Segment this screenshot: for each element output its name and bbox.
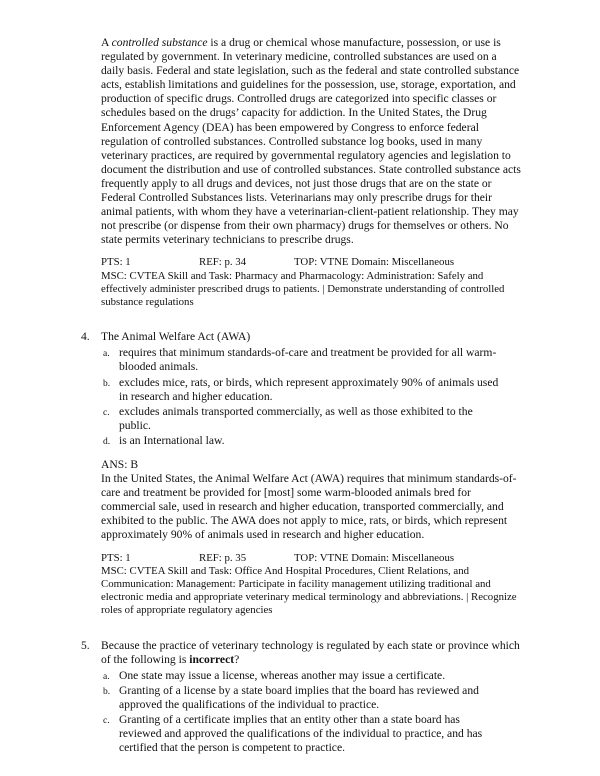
answer-explanation: In the United States, the Animal Welfare Act (AWA) requires that minimum standards-of-care and treatment be provided for [most] some warm-blooded animals bred for commercial sale, used in research and higher education, transported commercially, and exhibited to the public. The AWA does not apply to mice, rats, or birds, which represent approximately 90% of animals used in research and higher education. (101, 472, 517, 542)
stem-emphasis: incorrect (189, 652, 235, 666)
question-5 (81, 638, 521, 756)
intro-paragraph (101, 36, 521, 247)
reference: REF: p. 34 (199, 256, 247, 269)
choice-text: is an International law. (119, 433, 225, 447)
answer-key: ANS: B (101, 457, 139, 471)
choice-text: Granting of a certificate implies that an entity other than a state board has reviewed and approved the qualifications of the individual to practice, and has certified that the person is competent to practice. (119, 713, 483, 755)
msc-line: MSC: CVTEA Skill and Task: Office And Hospital Procedures, Client Relations, and Communication: Management: Participate in facility management utilizing traditional and electronic media and appropriate veterinary medical terminology and abbreviations. | Recognize roles of appropriate regulatory agencies (101, 564, 517, 617)
choice-letter: a. (103, 349, 110, 360)
stem-end: ? (234, 652, 240, 666)
metadata-row (101, 552, 521, 565)
choice-c (101, 405, 521, 433)
question-number: 5. (81, 638, 90, 652)
points: PTS: 1 (101, 256, 131, 269)
topic: TOP: VTNE Domain: Miscellaneous (294, 551, 455, 564)
answer-block (101, 458, 521, 543)
reference: REF: p. 35 (199, 551, 247, 564)
question-4 (81, 330, 521, 617)
choice-letter: b. (103, 686, 111, 697)
topic: TOP: VTNE Domain: Miscellaneous (294, 256, 455, 269)
intro-lead: A (101, 36, 112, 49)
choice-text: excludes mice, rats, or birds, which represent approximately 90% of animals used in research and higher education. (119, 375, 499, 403)
choice-text: requires that minimum standards-of-care and treatment be provided for all warm-blooded animals. (119, 346, 497, 374)
choice-text: One state may issue a license, whereas another may issue a certificate. (119, 668, 446, 682)
choice-b (101, 376, 521, 404)
question-stem: The Animal Welfare Act (AWA) (101, 330, 251, 344)
stem-text: Because the practice of veterinary technology is regulated by each state or province which of the following is (101, 638, 520, 666)
choice-b (101, 684, 521, 712)
choice-letter: a. (103, 671, 110, 682)
msc-line: MSC: CVTEA Skill and Task: Pharmacy and Pharmacology: Administration: Safely and effectively administer prescribed drugs to patients. | Demonstrate understanding of controlled substance regulations (101, 269, 505, 309)
choice-list (101, 346, 521, 448)
points: PTS: 1 (101, 551, 131, 564)
choice-text: Granting of a license by a state board implies that the board has reviewed and approved the qualifications of the individual to practice. (119, 683, 479, 711)
question-number: 4. (81, 330, 90, 344)
metadata-row (101, 256, 521, 269)
metadata-block-1 (101, 256, 521, 309)
choice-text: excludes animals transported commercially, as well as those exhibited to the public. (119, 404, 473, 432)
choice-letter: b. (103, 378, 111, 389)
intro-term: controlled substance (111, 36, 208, 49)
metadata-block-2 (101, 552, 521, 618)
choice-letter: c. (103, 407, 110, 418)
intro-body: is a drug or chemical whose manufacture, possession, or use is regulated by government. In veterinary medicine, controlled substances are used on a daily basis. Federal and state legislation, such as the federal and state controlled substance acts, establish limitations and guidelines for the possession, use, storage, exportation, and production of specific drugs. Controlled drugs are categorized into specific classes or schedules based on the drugs’ capacity for addiction. In the United States, the Drug Enforcement Agency (DEA) has been empowered by Congress to enforce federal regulation of controlled substances. Controlled substance log books, used in many veterinary practices, are required by governmental regulatory agencies and legislation to document the distribution and use of controlled substances. State controlled substance acts frequently apply to all drugs and devices, not just those drugs that are on the state or Federal Controlled Substances lists. Veterinarians may only prescribe drugs for their animal patients, with whom they have a veterinarian-client-patient relationship. They may not prescribe (or dispense from their own pharmacy) drugs for themselves or others. No state permits veterinary technicians to prescribe drugs. (101, 36, 521, 247)
choice-letter: c. (103, 716, 110, 727)
choice-d (101, 434, 521, 448)
choice-a (101, 669, 521, 683)
choice-c (101, 713, 521, 755)
choice-a (101, 346, 521, 374)
document-page (81, 36, 521, 756)
question-stem (101, 639, 521, 667)
choice-list (101, 669, 521, 756)
choice-letter: d. (103, 436, 111, 447)
